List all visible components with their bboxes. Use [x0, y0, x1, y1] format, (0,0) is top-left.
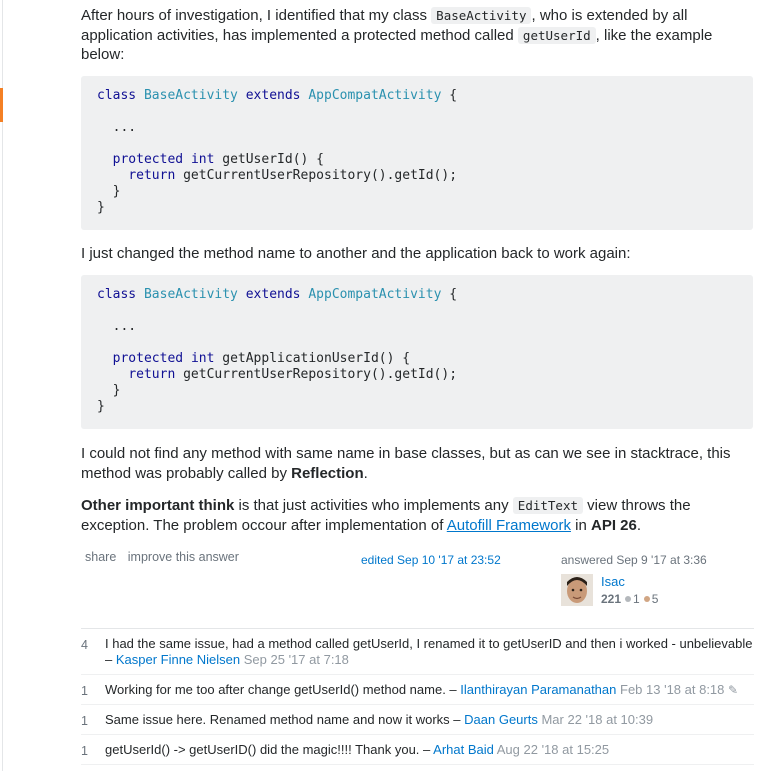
code-text: }	[97, 200, 105, 215]
code-text: getCurrentUserRepository().getId();	[175, 367, 458, 382]
code-text: getUserId() {	[214, 152, 324, 167]
comment-score: 1	[81, 684, 88, 698]
inline-code-edittext: EditText	[513, 497, 583, 514]
type-name: BaseActivity	[143, 287, 238, 302]
user-signature	[561, 553, 751, 606]
answered-date: answered Sep 9 '17 at 3:36	[561, 553, 707, 567]
comment-date[interactable]: Feb 13 '18 at 8:18	[620, 682, 725, 697]
kw-protected: protected	[112, 351, 184, 366]
comment-text: getUserId() -> getUserID() did the magic!!!! Thank you. –	[105, 742, 434, 757]
comment	[81, 705, 754, 735]
kw-int: int	[190, 351, 215, 366]
inline-code-getuserid: getUserId	[518, 27, 596, 44]
post-menu	[85, 550, 247, 564]
text: , who is extended by all application activities, has implemented a protected method called	[81, 7, 688, 44]
comment-text: Working for me too after change getUserId() method name. –	[105, 682, 461, 697]
kw-class: class	[97, 287, 137, 302]
user-name-link[interactable]: Isac	[601, 574, 625, 589]
type-name: BaseActivity	[143, 88, 238, 103]
comment-text: Same issue here. Renamed method name and now it works –	[105, 712, 465, 727]
bold-text: Reflection	[291, 464, 364, 482]
text: .	[363, 464, 368, 482]
comments-list	[81, 628, 754, 765]
comment-score: 1	[81, 714, 88, 728]
share-link[interactable]: share	[85, 550, 117, 564]
code-text: ...	[97, 319, 137, 334]
text: I could not find any method with same name in base classes, but as can we see in stacktrace, this method was probably called by	[81, 445, 731, 482]
code-block-2	[81, 275, 753, 429]
text: view throws the exception. The problem occour after implementation of	[81, 497, 691, 534]
code-text: ...	[97, 120, 137, 135]
code-block-1	[81, 76, 753, 230]
bronze-badge-icon	[644, 596, 650, 602]
code-text: getApplicationUserId() {	[214, 351, 411, 366]
improve-answer-link[interactable]: improve this answer	[127, 550, 239, 564]
edited-link[interactable]: edited Sep 10 '17 at 23:52	[361, 553, 501, 567]
paragraph-3	[81, 444, 741, 483]
text: .	[636, 516, 642, 534]
kw-int: int	[190, 152, 215, 167]
paragraph-4	[81, 496, 741, 535]
kw-return: return	[128, 168, 176, 183]
comment	[81, 675, 754, 705]
paragraph-1	[81, 6, 741, 65]
kw-extends: extends	[245, 287, 301, 302]
code-text: }	[97, 184, 121, 199]
code-text: }	[97, 399, 105, 414]
code-text: getCurrentUserRepository().getId();	[175, 168, 458, 183]
reputation-score: 221	[601, 592, 622, 606]
type-name: AppCompatActivity	[308, 287, 442, 302]
kw-protected: protected	[112, 152, 184, 167]
silver-badge-icon	[625, 596, 631, 602]
comment-text: I had the same issue, had a method called getUserId, I renamed it to getUserID and then i worked - unbelievable –	[105, 636, 753, 667]
comment-user-link[interactable]: Arhat Baid	[433, 742, 494, 757]
code-text: }	[97, 383, 121, 398]
comment-date[interactable]: Mar 22 '18 at 10:39	[541, 712, 654, 727]
comment	[81, 629, 754, 675]
bold-text: Other important think	[81, 497, 235, 514]
silver-badge-count: 1	[633, 592, 640, 606]
comment-user-link[interactable]: Kasper Finne Nielsen	[115, 652, 241, 667]
kw-extends: extends	[245, 88, 301, 103]
comment-date[interactable]: Sep 25 '17 at 7:18	[243, 652, 349, 667]
bold-text: API 26	[590, 516, 637, 534]
comment	[81, 735, 754, 765]
avatar[interactable]	[561, 574, 593, 606]
text: in	[570, 516, 591, 534]
kw-return: return	[128, 367, 176, 382]
comment-user-link[interactable]: Daan Geurts	[464, 712, 538, 727]
text: is that just activities who implements any	[234, 497, 513, 514]
pencil-icon: ✎	[728, 683, 739, 697]
paragraph-2: I just changed the method name to another and the application back to work again:	[81, 245, 631, 262]
comment-date[interactable]: Aug 22 '18 at 15:25	[496, 742, 610, 757]
type-name: AppCompatActivity	[308, 88, 442, 103]
autofill-framework-link[interactable]: Autofill Framework	[446, 516, 571, 534]
comment-user-link[interactable]: Ilanthirayan Paramanathan	[460, 682, 617, 697]
code-text: {	[441, 287, 458, 302]
comment-score: 4	[81, 638, 88, 652]
reputation	[601, 592, 658, 606]
text: , like the example below:	[81, 26, 713, 63]
comment-score: 1	[81, 744, 88, 758]
kw-class: class	[97, 88, 137, 103]
code-text: {	[441, 88, 458, 103]
inline-code-baseactivity: BaseActivity	[431, 7, 531, 24]
text: After hours of investigation, I identified that my class	[81, 7, 432, 24]
bronze-badge-count: 5	[651, 592, 659, 606]
answer-accent-marker	[0, 88, 3, 122]
